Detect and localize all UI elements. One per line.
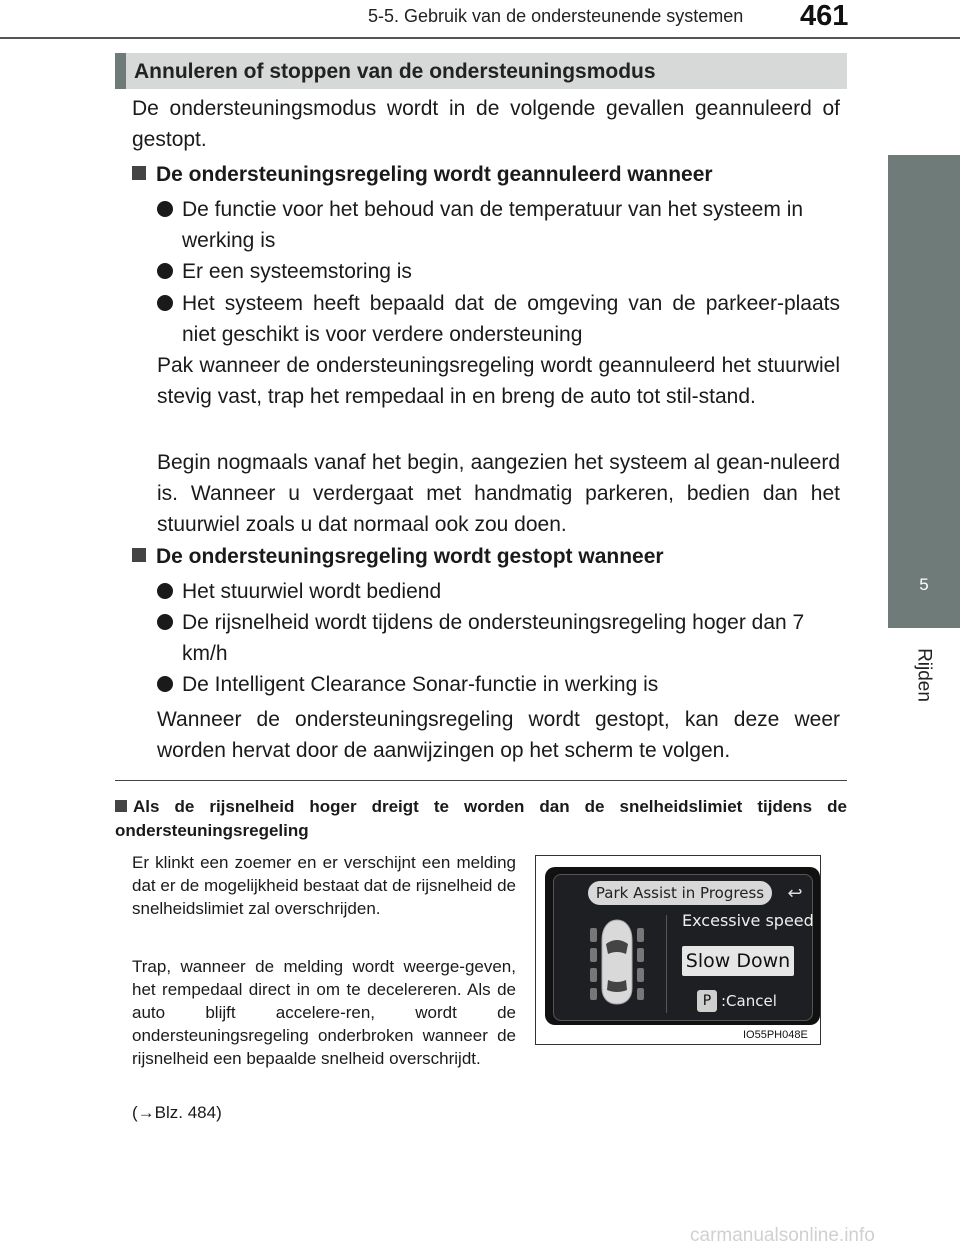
section-divider [115,780,847,781]
parking-button-icon[interactable]: P [697,990,717,1012]
cancel-heading-text: De ondersteuningsregeling wordt geannuleerd wanneer [156,163,713,186]
square-bullet-icon [132,548,146,562]
bullet-dot-icon [157,288,183,319]
section-title: Annuleren of stoppen van de ondersteuningsmodus [134,60,656,83]
note-paragraph-1: Er klinkt een zoemer en er verschijnt een melding dat er de mogelijkheid bestaat dat de rijsnelheid de snelheidslimiet zal overschrijden. [132,853,516,918]
stop-heading [132,545,664,569]
note-page-reference: (→Blz. 484) [132,1103,222,1122]
list-item: Er een systeemstoring is [182,260,412,283]
square-bullet-icon [115,800,127,812]
bullet-dot-icon [157,669,183,700]
page-number: 461 [800,0,849,32]
square-bullet-icon [132,166,146,180]
cancel-paragraph-2: Begin nogmaals vanaf het begin, aangezien het systeem al gean-nuleerd is. Wanneer u verdergaat met handmatig parkeren, bedien dan het stuurwiel zoals u dat normaal ook zou doen. [157,451,840,536]
chapter-number: 5 [919,575,929,594]
stop-paragraph: Wanneer de ondersteuningsregeling wordt gestopt, kan deze weer worden hervat door de aanwijzingen op het scherm te volgen. [157,708,840,762]
bullet-dot-icon [157,576,183,607]
bullet-dot-icon [157,607,183,638]
intro-paragraph: De ondersteuningsmodus wordt in de volgende gevallen geannuleerd of gestopt. [132,97,840,151]
chapter-tab [888,155,960,628]
header-title: 5-5. Gebruik van de ondersteunende systemen [368,6,744,26]
display-divider [666,915,667,1013]
cancel-heading [132,163,713,187]
list-item: Het stuurwiel wordt bediend [182,580,442,603]
note-paragraph-2: Trap, wanneer de melding wordt weerge-geven, het rempedaal direct in om te decelereren. Als de auto blijft accelere-ren, wordt de ondersteuningsregeling onderbroken wanneer de rijsnelheid een bepaalde snelheid overschrijdt. [132,957,516,1068]
list-item: Het systeem heeft bepaald dat de omgeving van de parkeer-plaats niet geschikt is voor verdere ondersteuning [182,292,840,346]
cancel-label: :Cancel [721,992,777,1010]
image-code: IO55PH048E [743,1029,808,1041]
list-item: De Intelligent Clearance Sonar-functie in werking is [182,673,659,696]
bullet-dot-icon [157,256,183,287]
watermark: carmanualsonline.info [690,1225,875,1246]
note-heading-text: Als de rijsnelheid hoger dreigt te worden dan de snelheidslimiet tijdens de ondersteuningsregeling [115,797,847,840]
header-rule [0,37,960,39]
park-assist-status-banner: Park Assist in Progress [588,881,772,905]
slow-down-warning: Slow Down [682,946,794,976]
list-item: De functie voor het behoud van de temperatuur van het systeem in werking is [182,198,804,252]
chapter-label: Rijden [913,648,935,702]
list-item: De rijsnelheid wordt tijdens de ondersteuningsregeling hoger dan 7 km/h [182,611,805,665]
section-title-marker [115,53,126,89]
cancel-paragraph-1: Pak wanneer de ondersteuningsregeling wordt geannuleerd het stuurwiel stevig vast, trap het rempedaal in en breng de auto tot stil-stand. [157,354,840,408]
excessive-speed-message: Excessive speed [682,911,814,930]
car-top-view-icon [586,914,648,1010]
stop-heading-text: De ondersteuningsregeling wordt gestopt wanneer [156,545,664,568]
note-heading [115,795,847,843]
bullet-dot-icon [157,194,183,225]
back-arrow-icon[interactable]: ↩ [787,883,803,903]
